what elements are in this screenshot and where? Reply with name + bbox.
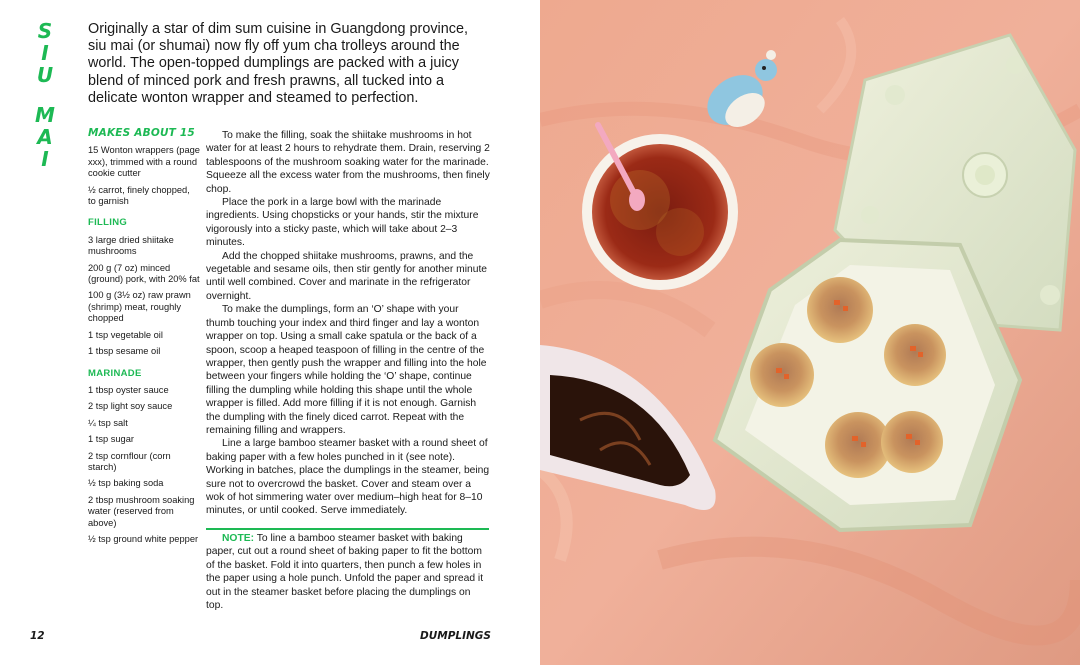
method-step: To make the filling, soak the shiitake mushrooms in hot water for at least 2 hours to rehydrate them. Drain, reserving 2 tablespoons of the mushroom soaking water for the marinade. Squeeze all the excess water from the mushrooms, then finely chop. bbox=[206, 130, 490, 195]
recipe-note bbox=[206, 532, 490, 612]
marinade-heading: MARINADE bbox=[88, 367, 142, 379]
ingredient-item: ½ tsp baking soda bbox=[88, 478, 164, 489]
ingredient-item: ½ carrot, finely chopped, to garnish bbox=[88, 184, 190, 207]
siu-mai-photo bbox=[540, 0, 1080, 665]
ingredient-item: 1 tbsp sesame oil bbox=[88, 346, 161, 357]
ingredients-column bbox=[88, 128, 200, 550]
ingredient-item: 1 tbsp oyster sauce bbox=[88, 384, 169, 395]
recipe-title-vertical bbox=[30, 20, 60, 170]
ingredient-item: 3 large dried shiitake mushrooms bbox=[88, 234, 174, 257]
ingredient-item: 2 tbsp mushroom soaking water (reserved from above) bbox=[88, 494, 195, 528]
title-letter: U bbox=[36, 63, 54, 87]
food-photo bbox=[540, 0, 1080, 665]
title-letter: S bbox=[37, 19, 53, 43]
method-column bbox=[206, 129, 490, 518]
yield-label: MAKES ABOUT 15 bbox=[88, 127, 195, 139]
method-step: To make the dumplings, form an ‘O’ shape with your thumb touching your index and third finger and lay a wonton wrapper on top. Using a small cake spatula or the back of a spoon, scoop a heaped teaspoon of filling in the centre of the wrapper, then gently push the wrapper and filling into the hole between your fingers while holding the ‘O’ shape, continue filling the dumpling while holding this shape until the whole wrapper is filled. Add more filling if it is not enough. Garnish the dumpling with the finely diced carrot. Repeat with the remaining filling and wrappers. bbox=[206, 304, 487, 436]
ingredient-item: 100 g (3½ oz) raw prawn (shrimp) meat, roughly chopped bbox=[88, 290, 191, 324]
title-letter: I bbox=[41, 147, 49, 171]
page-number: 12 bbox=[30, 630, 45, 642]
ingredient-item: 1 tsp sugar bbox=[88, 434, 134, 445]
running-head: DUMPLINGS bbox=[420, 630, 491, 642]
ingredient-item: ½ tsp ground white pepper bbox=[88, 533, 199, 544]
ingredient-item: 2 tsp cornflour (corn starch) bbox=[88, 450, 171, 472]
ingredient-item: 200 g (7 oz) minced (ground) pork, with 20% fat bbox=[88, 262, 200, 285]
ingredient-item: 2 tsp light soy sauce bbox=[88, 401, 173, 412]
ingredient-item: 15 Wonton wrappers (page xxx), trimmed with a round cookie cutter bbox=[88, 145, 200, 179]
title-letter: I bbox=[41, 41, 49, 65]
filling-heading: FILLING bbox=[88, 217, 128, 229]
method-step: Add the chopped shiitake mushrooms, prawns, and the vegetable and sesame oils, then stir gently for another minute until well combined. Cover and marinate in the refrigerator overnight. bbox=[206, 250, 488, 302]
method-step: Place the pork in a large bowl with the marinade ingredients. Using chopsticks or your hands, stir the mixture vigorously into a sticky paste, which will take about 2–3 minutes. bbox=[206, 197, 479, 249]
ingredient-item: 1 tsp vegetable oil bbox=[88, 329, 163, 340]
note-text: To line a bamboo steamer basket with baking paper, cut out a round sheet of baking paper to fit the bottom of the basket. Fold it into quarters, then punch a few holes in the paper using a hole punch. Unfold the paper and spread it out in the steamer basket before placing the dumplings on top. bbox=[206, 533, 484, 612]
note-divider bbox=[206, 528, 489, 530]
recipe-intro: Originally a star of dim sum cuisine in Guangdong province, siu mai (or shumai) now fly off yum cha trolleys around the world. The open-topped dumplings are packed with a juicy blend of minced pork and fresh prawns, all tucked into a delicate wonton wrapper and steamed to perfection. bbox=[88, 21, 468, 106]
note-label: NOTE: bbox=[222, 533, 255, 544]
title-letter: A bbox=[37, 125, 53, 149]
ingredient-item: ¼ tsp salt bbox=[88, 417, 128, 428]
title-letter: M bbox=[35, 103, 55, 127]
method-step: Line a large bamboo steamer basket with a round sheet of baking paper with a few holes punched in it (see note). Working in batches, place the dumplings in the steamer, being sure not to overcrowd the basket. Cover and steam over a wok of hot simmering water over medium–high heat for 8–10 minutes, or until cooked. Serve immediately. bbox=[206, 438, 490, 517]
